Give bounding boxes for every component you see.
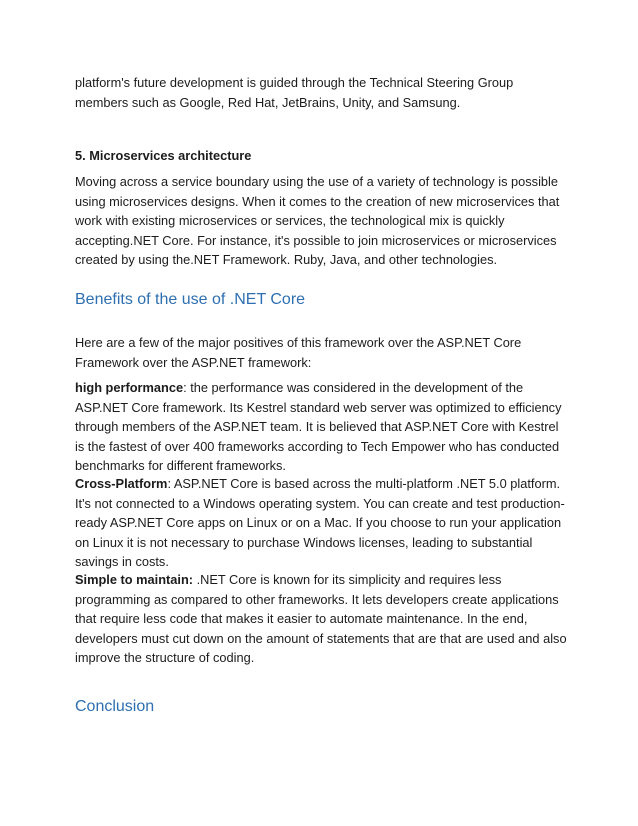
microservices-heading: 5. Microservices architecture [75,148,252,163]
microservices-body: Moving across a service boundary using the use of a variety of technology is possible using microservices designs. When it comes to the creation of new microservices that work with existing microservices or services, the technological mix is quickly accepting.NET Core. For instance, it's possible to join microservices or microservices created by using the.NET Framework. Ruby, Java, and other technologies. [75,174,560,267]
benefit-term: Cross-Platform [75,476,168,491]
benefit-term: high performance [75,380,184,395]
benefit-item-simple-to-maintain [75,570,570,668]
conclusion-heading: Conclusion [75,698,155,715]
benefit-item-high-performance [75,378,570,476]
benefit-text: : the performance was considered in the development of the ASP.NET Core framework. Its Kestrel standard web server was optimized to efficiency through members of the ASP.NET team. It is believed that ASP.NET Core with Kestrel is the fastest of over 400 frameworks according to Tech Empower who has conducted benchmarks for different frameworks. [75,380,562,473]
intro-paragraph: platform's future development is guided through the Technical Steering Group members such as Google, Red Hat, JetBrains, Unity, and Samsung. [75,75,514,110]
benefits-intro: Here are a few of the major positives of this framework over the ASP.NET Core Framework over the ASP.NET framework: [75,335,522,370]
benefits-heading: Benefits of the use of .NET Core [75,291,306,308]
benefit-text: : ASP.NET Core is based across the multi-platform .NET 5.0 platform. It's not connected to a Windows operating system. You can create and test production-ready ASP.NET Core apps on Linux or on a Mac. If you choose to run your application on Linux it is not necessary to purchase Windows licenses, leading to substantial savings in costs. [75,476,565,569]
benefit-text: .NET Core is known for its simplicity and requires less programming as compared to other frameworks. It lets developers create applications that require less code that makes it easier to automate maintenance. In the end, developers must cut down on the amount of statements that are that are used and also improve the structure of coding. [75,572,567,665]
benefit-term: Simple to maintain: [75,572,194,587]
benefit-item-cross-platform [75,474,570,572]
